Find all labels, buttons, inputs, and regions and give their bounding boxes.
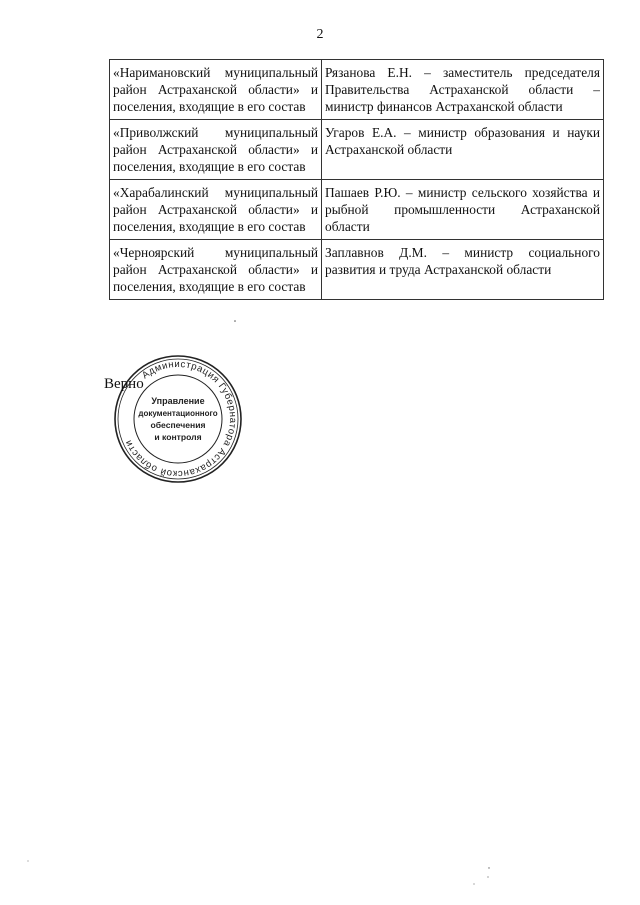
official-cell: Угаров Е.А. – министр образования и науки Астраханской области — [322, 120, 604, 180]
stamp-ring-text: Администрация Губернатора Астраханской области — [122, 358, 239, 480]
stamp-line: Управление — [151, 396, 205, 406]
district-cell: «Черноярский муниципальный район Астраханской области» и поселения, входящие в его состав — [110, 240, 322, 300]
verno-mark: Верно — [104, 376, 144, 392]
page-number: 2 — [316, 27, 324, 42]
official-cell: Заплавнов Д.М. – министр социального развития и труда Астраханской области — [322, 240, 604, 300]
official-cell: Пашаев Р.Ю. – министр сельского хозяйства и рыбной промышленности Астраханской области — [322, 180, 604, 240]
stamp-line: обеспечения — [150, 420, 206, 430]
stamp-line: и контроля — [154, 432, 202, 442]
district-cell: «Харабалинский муниципальный район Астраханской области» и поселения, входящие в его состав — [110, 180, 322, 240]
stamp-line: документационного — [138, 409, 218, 418]
district-cell: «Наримановский муниципальный район Астраханской области» и поселения, входящие в его состав — [110, 60, 322, 120]
official-cell: Рязанова Е.Н. – заместитель председателя Правительства Астраханской области – министр финансов Астраханской области — [322, 60, 604, 120]
district-cell: «Приволжский муниципальный район Астраханской области» и поселения, входящие в его состав — [110, 120, 322, 180]
